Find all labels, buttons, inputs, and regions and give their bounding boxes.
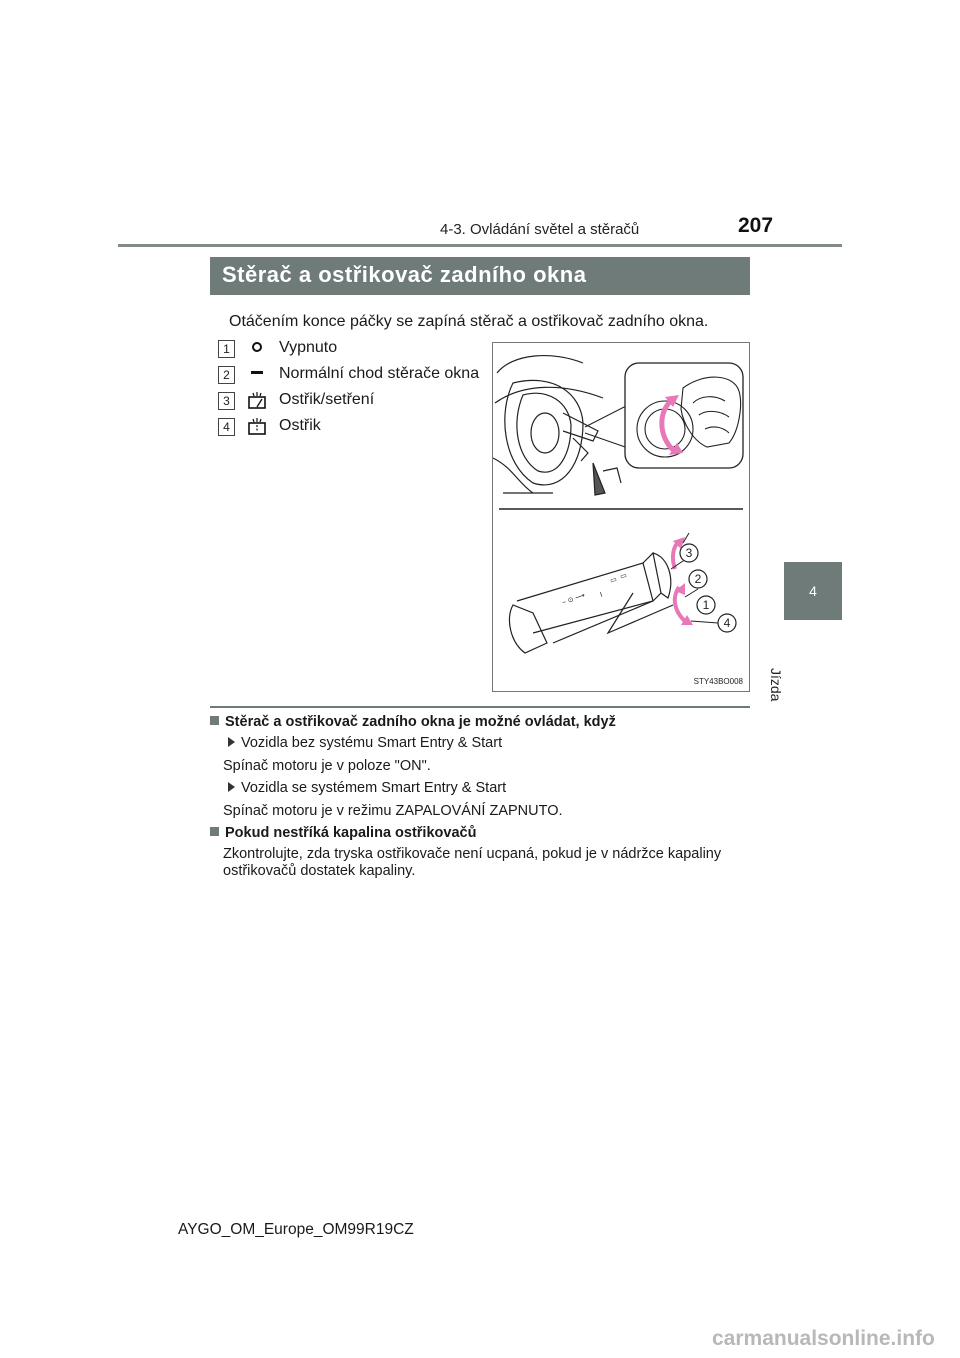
- legend-item-normal: [218, 365, 498, 389]
- legend-label: Ostřik: [279, 417, 321, 434]
- note-square-icon: [210, 716, 219, 725]
- note-heading-text: Stěrač a ostřikovač zadního okna je možné ovládat, když: [225, 714, 616, 730]
- legend-item-off: [218, 339, 498, 363]
- legend-number: 2: [218, 366, 235, 384]
- svg-text:1: 1: [702, 598, 710, 612]
- watermark: carmanualsonline.info: [712, 1327, 935, 1350]
- note-paragraph: [223, 846, 753, 880]
- svg-text:2: 2: [694, 572, 702, 586]
- note-text: Spínač motoru je v poloze "ON".: [223, 758, 431, 774]
- chapter-label-text: Jízda: [768, 668, 784, 702]
- legend-label: Ostřik/setření: [279, 391, 375, 408]
- lever-illustration-drawing: [493, 343, 749, 691]
- notes-divider: [210, 706, 750, 708]
- note-heading-operation: [210, 714, 616, 730]
- legend-number: 1: [218, 340, 235, 358]
- washer-wipe-icon: [246, 391, 268, 411]
- note-bullet-text: Vozidla se systémem Smart Entry & Start: [241, 780, 507, 796]
- chapter-number: 4: [809, 583, 817, 599]
- legend-label: Vypnuto: [279, 339, 338, 356]
- dash-icon: [246, 365, 268, 385]
- legend-number: 3: [218, 392, 235, 410]
- bullet-triangle-icon: [228, 737, 235, 747]
- svg-text:~ ⊙ ⟶: ~ ⊙ ⟶: [561, 592, 587, 607]
- svg-text:4: 4: [723, 616, 731, 630]
- section-title: Stěrač a ostřikovač zadního okna: [222, 262, 587, 287]
- figure-code: STY43BO008: [693, 677, 743, 686]
- note-paragraph-line: Zkontrolujte, zda tryska ostřikovače není ucpaná, pokud je v nádržce kapaliny: [223, 846, 722, 862]
- note-heading-washer: [210, 825, 476, 841]
- chapter-tab[interactable]: [784, 562, 842, 620]
- legend-item-washer-wipe: [218, 391, 498, 415]
- page-number: 207: [738, 214, 774, 237]
- wiper-lever-drawing: [509, 553, 673, 653]
- note-heading-text: Pokud nestříká kapalina ostřikovačů: [225, 825, 477, 841]
- note-bullet: [228, 735, 502, 751]
- note-paragraph-line: ostřikovačů dostatek kapaliny.: [223, 863, 416, 879]
- note-bullet: [228, 780, 506, 796]
- bullet-triangle-icon: [228, 782, 235, 792]
- footer-doc-id: AYGO_OM_Europe_OM99R19CZ: [178, 1221, 414, 1238]
- header-section-title: 4-3. Ovládání světel a stěračů: [440, 221, 640, 238]
- intro-text: Otáčením konce páčky se zapíná stěrač a ostřikovač zadního okna.: [229, 313, 709, 330]
- legend-number: 4: [218, 418, 235, 436]
- wiper-lever-illustration: [492, 342, 750, 692]
- steering-wheel-drawing: [493, 356, 621, 495]
- svg-text:I: I: [599, 591, 604, 599]
- note-text: Spínač motoru je v režimu ZAPALOVÁNÍ ZAPNUTO.: [223, 803, 563, 819]
- svg-text:▭: ▭: [609, 576, 618, 585]
- section-title-bar: [210, 257, 750, 295]
- off-circle-icon: [246, 339, 268, 359]
- svg-text:3: 3: [685, 546, 693, 560]
- washer-icon: [246, 417, 268, 437]
- note-square-icon: [210, 827, 219, 836]
- legend-item-washer: [218, 417, 498, 441]
- header-divider: [118, 244, 842, 247]
- chapter-side-label: [768, 628, 818, 702]
- note-bullet-text: Vozidla bez systému Smart Entry & Start: [241, 735, 503, 751]
- legend-label: Normální chod stěrače okna: [279, 365, 480, 382]
- svg-text:▭: ▭: [619, 572, 628, 581]
